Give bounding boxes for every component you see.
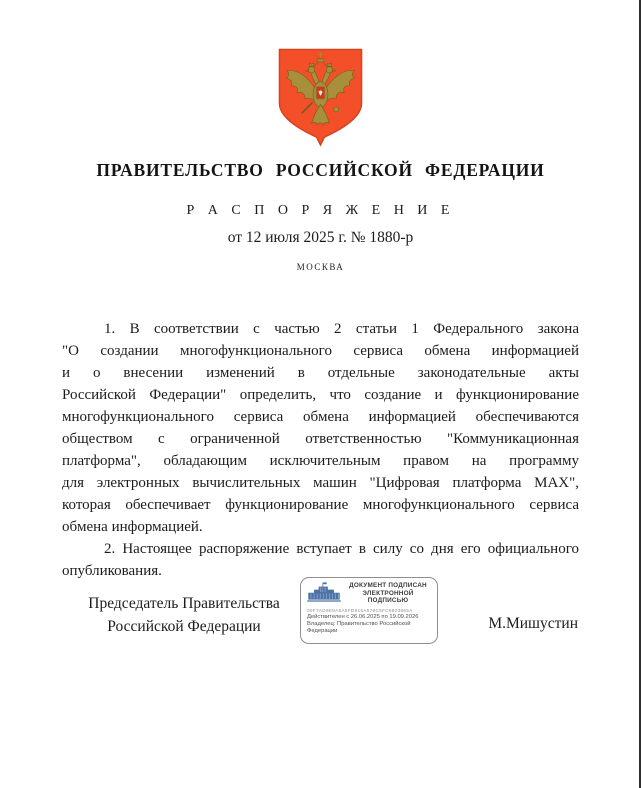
- text-line: 1. В соответствии с частью 2 статьи 1 Федерального закона: [104, 321, 579, 337]
- paragraph-2: [62, 538, 579, 582]
- stamp-title-line-1: ДОКУМЕНТ ПОДПИСАН: [349, 582, 427, 590]
- stamp-title-line-2: ЭЛЕКТРОННОЙ ПОДПИСЬЮ: [362, 589, 414, 605]
- text-line: "О создании многофункционального сервиса обмена информацией: [62, 343, 579, 359]
- signatory-position-line-2: Российской Федерации: [107, 617, 261, 635]
- text-line: для электронных вычислительных машин "Цифровая платформа MAX",: [62, 475, 579, 491]
- certificate-owner-line-2: Федерации: [307, 628, 338, 635]
- text-line: обществом с ограниченной ответственностью "Коммуникационная: [62, 431, 579, 447]
- text-line: которая обеспечивает функционирование многофункционального сервиса: [62, 497, 579, 513]
- signatory-name: М.Мишустин: [488, 615, 578, 632]
- text-line: платформа", обладающим исключительным правом на программу: [62, 453, 579, 469]
- signatory-position-line-1: Председатель Правительства: [88, 595, 280, 612]
- text-line: и о внесении изменений в отдельные законодательные акты: [62, 365, 579, 381]
- signatory-position: [62, 593, 306, 638]
- stamp-header: [307, 582, 431, 605]
- certificate-serial: 00F7AD9E8A6A8FD915A579C5FC8823865A: [307, 607, 413, 613]
- document-body: [62, 318, 579, 582]
- date-number-line: от 12 июля 2025 г. № 1880-р: [227, 229, 414, 246]
- text-line: многофункционального сервиса обмена информацией обеспечиваются: [62, 409, 579, 425]
- government-house-icon: [307, 582, 341, 605]
- organization-title: ПРАВИТЕЛЬСТВО РОССИЙСКОЙ ФЕДЕРАЦИИ: [96, 160, 545, 180]
- paragraph-1: [62, 318, 579, 538]
- text-line: обмена информацией.: [62, 519, 203, 535]
- electronic-signature-stamp: [300, 577, 438, 644]
- text-line: 2. Настоящее распоряжение вступает в силу со дня его официального: [104, 541, 579, 557]
- document-type-title: Р А С П О Р Я Ж Е Н И Е: [186, 203, 455, 218]
- coat-of-arms-icon: [276, 47, 365, 148]
- stamp-details: [307, 614, 431, 636]
- text-line: опубликования.: [62, 563, 162, 579]
- text-line: Российской Федерации" определить, что создание и функционирование: [62, 387, 579, 403]
- certificate-owner-line-1: Владелец: Правительство Российской: [307, 621, 411, 628]
- stamp-title: [345, 582, 431, 605]
- certificate-validity: Действителен с 26.06.2025 по 19.09.2026: [307, 614, 419, 620]
- city-label: МОСКВА: [296, 262, 345, 272]
